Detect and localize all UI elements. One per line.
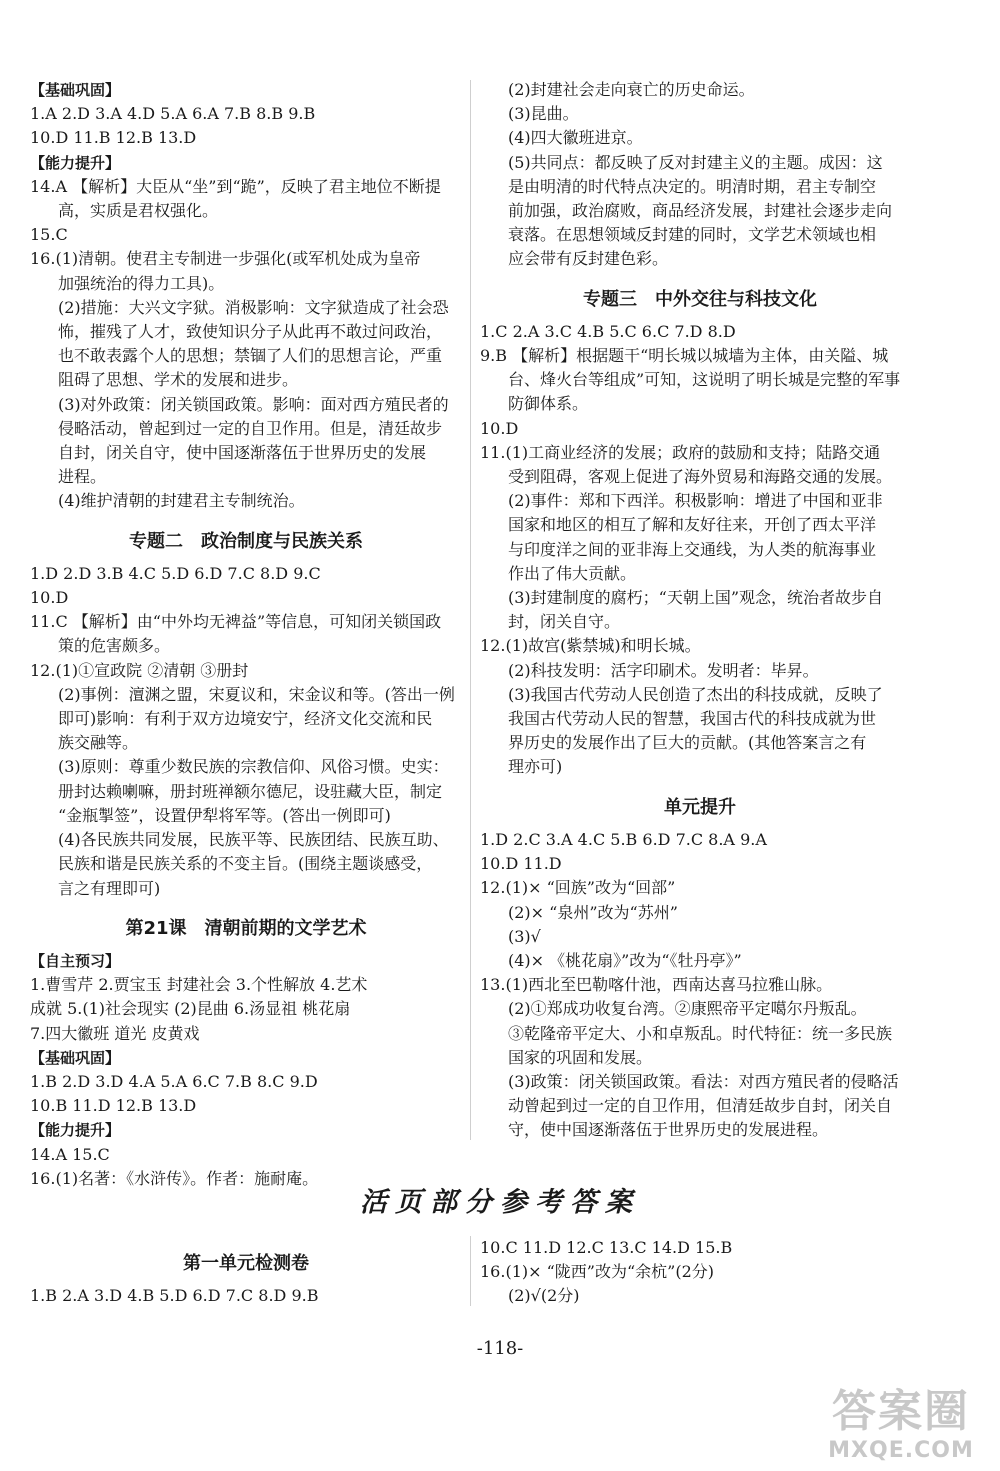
section-heading: 第21课 清朝前期的文学艺术 [125,917,367,939]
answer-line: (2)√(2分) [508,1286,580,1306]
answer-line: (3)对外政策：闭关锁国政策。影响：面对西方殖民者的 [58,394,449,414]
answer-line: 16.(1)名著：《水浒传》。作者：施耐庵。 [30,1168,319,1188]
section-tag: 【基础巩固】 [30,81,121,99]
answer-line: 12.(1)故宫(紫禁城)和明长城。 [480,636,701,656]
answer-line: 即可)影响：有利于双方边境安宁，经济文化交流和民 [58,709,433,729]
answer-line: 与印度洋之间的亚非海上交通线，为人类的航海事业 [508,539,877,559]
answer-line: 10.C 11.D 12.C 13.C 14.D 15.B [480,1238,733,1257]
answer-line: 1.D 2.D 3.B 4.C 5.D 6.D 7.C 8.D 9.C [30,563,321,583]
answer-line: (2)措施：大兴文字狱。消极影响：文字狱造成了社会恐 [58,297,449,317]
answer-line: 策的危害颇多。 [58,636,171,656]
answer-line: 界历史的发展作出了巨大的贡献。(其他答案言之有 [508,733,867,753]
answer-line: 民族和谐是民族关系的不变主旨。(围绕主题谈感受， [58,854,433,874]
answer-line: 防御体系。 [508,394,589,414]
answer-line: (2)封建社会走向衰亡的历史命运。 [508,80,755,99]
section-tag: 【基础巩固】 [30,1048,121,1067]
answer-line: (2)事件：郑和下西洋。积极影响：增进了中国和亚非 [508,491,883,511]
answer-line: 台、烽火台等组成”可知，这说明了明长城是完整的军事 [508,370,901,390]
right-column [480,78,920,1143]
answer-line: 13.(1)西北至巴勒喀什池，西南达喜马拉雅山脉。 [480,975,833,995]
answer-line: 侵略活动，曾起到过一定的自卫作用。但是，清廷故步 [58,418,443,438]
section-heading: 专题三 中外交往与科技文化 [583,288,817,310]
answer-line: 前加强，政治腐败，商品经济发展，封建社会逐步走向 [508,201,893,221]
answer-line: 10.B 11.D 12.B 13.D [30,1096,197,1116]
answer-line: (3)政策：闭关锁国政策。看法：对西方殖民者的侵略活 [508,1071,899,1091]
answer-line: 理亦可) [508,757,563,777]
answer-line: (2)事例：澶渊之盟，宋夏议和，宋金议和等。(答出一例 [58,684,455,704]
answer-line: 14.A 15.C [30,1144,110,1164]
section-heading: 单元提升 [664,796,736,818]
answer-line: 12.(1)× “回族”改为“回部” [480,878,676,898]
answer-line: 11.(1)工商业经济的发展；政府的鼓励和支持；陆路交通 [480,442,881,462]
answer-line: 封，闭关自守。 [508,612,621,632]
answer-line: 7.四大徽班 道光 皮黄戏 [30,1023,200,1043]
answer-line: 1.B 2.D 3.D 4.A 5.A 6.C 7.B 8.C 9.D [30,1071,318,1091]
answer-line: (4)× 《桃花扇》”改为“《牡丹亭》” [508,950,742,970]
answer-line: 国家的巩固和发展。 [508,1047,653,1067]
answer-line: 10.D [30,588,69,608]
answer-line: 守，使中国逐渐落伍于世界历史的发展进程。 [508,1120,829,1140]
answer-line: (4)四大徽班进京。 [508,128,643,148]
answer-line: (3)原则：尊重少数民族的宗教信仰、风俗习惯。史实： [58,757,449,777]
answer-line: 自封，闭关自守，使中国逐渐落伍于世界历史的发展 [58,443,427,463]
watermark-logo [816,1386,986,1463]
answer-line: (5)共同点：都反映了反对封建主义的主题。成因：这 [508,152,883,172]
bottom-column-divider [470,1236,471,1306]
bottom-left-column [30,1236,462,1308]
column-divider [470,80,471,1140]
answer-line: 动曾起到过一定的自卫作用，但清廷故步自封，闭关自 [508,1096,893,1116]
answer-line: 1.曹雪芹 2.贾宝玉 封建社会 3.个性解放 4.艺术 [30,975,368,995]
section-tag: 【能力提升】 [30,1121,121,1140]
answer-line: 10.D 11.B 12.B 13.D [30,128,197,148]
answer-line: 高，实质是君权强化。 [58,201,219,221]
answer-line: 进程。 [58,467,107,487]
answer-line: 1.D 2.C 3.A 4.C 5.B 6.D 7.C 8.A 9.A [480,829,767,849]
watermark-title: 答案圈 [832,1386,970,1437]
answer-line: 1.B 2.A 3.D 4.B 5.D 6.D 7.C 8.D 9.B [30,1286,319,1306]
answer-line: 加强统治的得力工具)。 [58,273,225,293]
answer-line: 册封达赖喇嘛，册封班禅额尔德尼，设驻藏大臣，制定 [58,781,443,801]
section-heading: 第一单元检测卷 [183,1253,309,1274]
answer-line: (3)封建制度的腐朽；“天朝上国”观念，统治者故步自 [508,588,884,608]
answer-line: 14.A 【解析】大臣从“坐”到“跪”，反映了君主地位不断提 [30,176,441,196]
answer-line: 受到阻碍，客观上促进了海外贸易和海路交通的发展。 [508,467,893,487]
answer-line: 言之有理即可) [58,878,161,898]
answer-line: 应会带有反封建色彩。 [508,249,669,269]
answer-line: 族交融等。 [58,733,139,753]
answer-line: 1.C 2.A 3.C 4.B 5.C 6.C 7.D 8.D [480,321,736,341]
answer-line: 15.C [30,225,68,245]
answer-line: 是由明清的时代特点决定的。明清时期，君主专制空 [508,176,877,196]
answer-line: 16.(1)清朝。使君主专制进一步强化(或军机处成为皇帝 [30,249,421,269]
section-tag: 【自主预习】 [30,951,121,970]
answer-line: “金瓶掣签”，设置伊犁将军等。(答出一例即可) [58,805,391,825]
answer-line: (3)我国古代劳动人民创造了杰出的科技成就，反映了 [508,684,883,704]
answer-line: 10.D 11.D [480,854,562,874]
section-heading: 专题二 政治制度与民族关系 [129,530,363,552]
answer-line: 也不敢表露个人的思想；禁锢了人们的思想言论，严重 [58,346,443,366]
answer-line: 阻碍了思想、学术的发展和进步。 [58,370,299,390]
answer-line: (4)维护清朝的封建君主专制统治。 [58,491,305,511]
answer-line: 1.A 2.D 3.A 4.D 5.A 6.A 7.B 8.B 9.B [30,104,316,124]
answer-line: 我国古代劳动人民的智慧，我国古代的科技成就为世 [508,709,877,729]
answer-line: ③乾隆帝平定大、小和卓叛乱。时代特征：统一多民族 [508,1023,893,1043]
watermark-url: MXQE.COM [828,1438,974,1463]
answer-line: (2)科技发明：活字印刷术。发明者：毕昇。 [508,660,819,680]
answer-line: 9.B 【解析】根据题干“明长城以城墙为主体，由关隘、城 [480,346,889,366]
answer-line: (3)昆曲。 [508,104,579,124]
answer-line: 怖，摧残了人才，致使知识分子从此再不敢过问政治， [58,322,443,342]
page-number: -118- [476,1338,524,1359]
answer-line: 成就 5.(1)社会现实 (2)昆曲 6.汤显祖 桃花扇 [30,999,351,1019]
answer-line: 12.(1)①宣政院 ②清朝 ③册封 [30,660,249,680]
answer-line: (3)√ [508,926,541,946]
answer-line: 作出了伟大贡献。 [508,563,637,583]
bottom-right-column [480,1236,920,1309]
answer-line: 国家和地区的相互了解和友好往来，开创了西太平洋 [508,515,877,535]
answer-line: (2)①郑成功收复台湾。②康熙帝平定噶尔丹叛乱。 [508,999,867,1019]
answer-line: (4)各民族共同发展，民族平等、民族团结、民族互助、 [58,830,449,850]
left-column [30,78,462,1191]
answer-line: 衰落。在思想领域反封建的同时，文学艺术领域也相 [508,225,877,245]
answer-line: (2)× “泉州”改为“苏州” [508,902,678,922]
answer-line: 16.(1)× “陇西”改为“余杭”(2分) [480,1262,714,1282]
answer-line: 11.C 【解析】由“中外均无裨益”等信息，可知闭关锁国政 [30,612,442,632]
section-banner: 活页部分参考答案 [360,1187,640,1218]
answer-line: 10.D [480,418,519,438]
section-tag: 【能力提升】 [30,153,121,172]
